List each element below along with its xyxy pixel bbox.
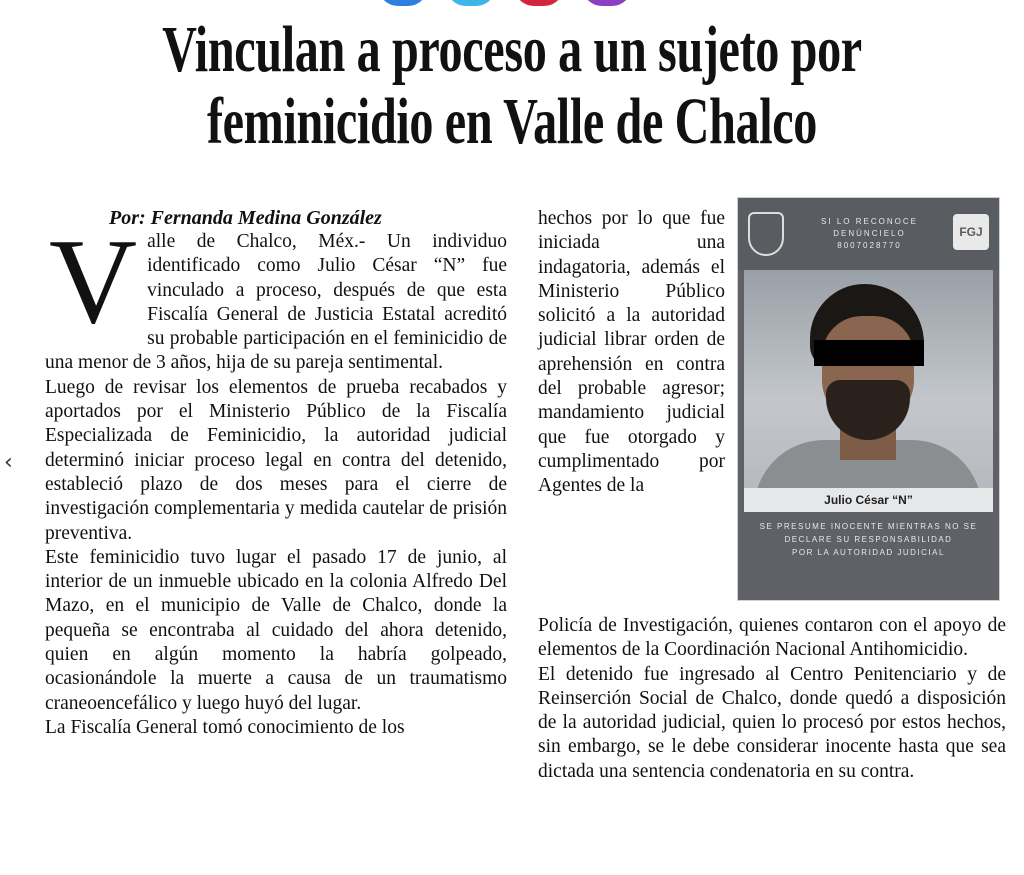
headline-line-1: Vinculan a proceso a un sujeto por [162, 13, 862, 86]
photo-beard [826, 380, 910, 440]
suspect-name: Julio César “N” [744, 488, 993, 512]
paragraph-6: Policía de Investigación, quienes contaron con el apoyo de elementos de la Coordinación Nacional Antihomicidio. [538, 615, 1006, 661]
header-line-2: DENÚNCIELO [833, 229, 906, 238]
footer-line-2: DECLARE SU RESPONSABILIDAD [784, 535, 953, 544]
footer-line-1: SE PRESUME INOCENTE MIENTRAS NO SE [759, 522, 978, 531]
top-icon-strip [378, 0, 638, 8]
censor-bar [814, 340, 924, 366]
article-column-1 [45, 206, 507, 740]
purple-icon[interactable] [582, 0, 632, 6]
state-seal-icon [748, 212, 784, 256]
dropcap: V [49, 214, 138, 349]
headline-line-2: feminicidio en Valle de Chalco [206, 85, 818, 158]
chevron-left-icon[interactable]: ‹ [4, 450, 13, 475]
paragraph-2: Luego de revisar los elementos de prueba recabados y aportados por el Ministerio Público de la Fiscalía Especializada de Feminicidio, la autoridad judicial determinó iniciar proceso legal en contra del detenido, estableció plazo de dos meses para el cierre de investigación complementaria y medida cautelar de prisión preventiva. [45, 376, 507, 544]
paragraph-4: La Fiscalía General tomó conocimiento de los [45, 716, 405, 738]
article-column-2-bottom [538, 614, 1006, 784]
fgj-logo: FGJ [953, 214, 989, 250]
header-phone: 8007028770 [837, 241, 902, 250]
paragraph-5: hechos por lo que fue iniciada una indagatoria, además el Ministerio Público solicitó a la autoridad judicial librar orden de aprehensión en contra del probable agresor; mandamiento judicial que fue otorgado y cumplimentado por Agentes de la [538, 208, 725, 497]
paragraph-3: Este feminicidio tuvo lugar el pasado 17 de junio, al interior de un inmueble ubicado en la colonia Alfredo Del Mazo, en el municipio de Valle de Chalco, donde la pequeña se encontraba al cuidado del ahora detenido, quien en algún momento la habría golpeado, ocasionándole la muerte a causa de un traumatismo craneoencefálico y luego huyó del lugar. [45, 546, 507, 714]
suspect-photo [744, 270, 993, 488]
red-icon[interactable] [514, 0, 564, 6]
paragraph-1-text: alle de Chalco, Méx.- Un individuo identificado como Julio César “N” fue vinculado a proceso, después de que esta Fiscalía General de Justicia Estatal acreditó su probable participación en el feminicidio de una menor de 3 años, hija de su pareja sentimental. [45, 231, 507, 374]
cyan-icon[interactable] [446, 0, 496, 6]
article-column-2-top [538, 207, 725, 499]
photo-header-text [798, 216, 941, 252]
headline [148, 14, 875, 158]
footer-line-3: POR LA AUTORIDAD JUDICIAL [792, 548, 945, 557]
photo-footer-text [746, 520, 991, 559]
blue-icon[interactable] [378, 0, 428, 6]
paragraph-7: El detenido fue ingresado al Centro Penitenciario y de Reinserción Social de Chalco, donde quedó a disposición de la autoridad judicial, quien lo procesó por estos hechos, sin embargo, se le debe considerar inocente hasta que sea dictada una sentencia condenatoria en su contra. [538, 663, 1006, 782]
byline: Por: Fernanda Medina González [109, 207, 382, 229]
suspect-photo-card [737, 197, 1000, 601]
photo-header [738, 198, 999, 270]
header-line-1: SI LO RECONOCE [821, 217, 918, 226]
